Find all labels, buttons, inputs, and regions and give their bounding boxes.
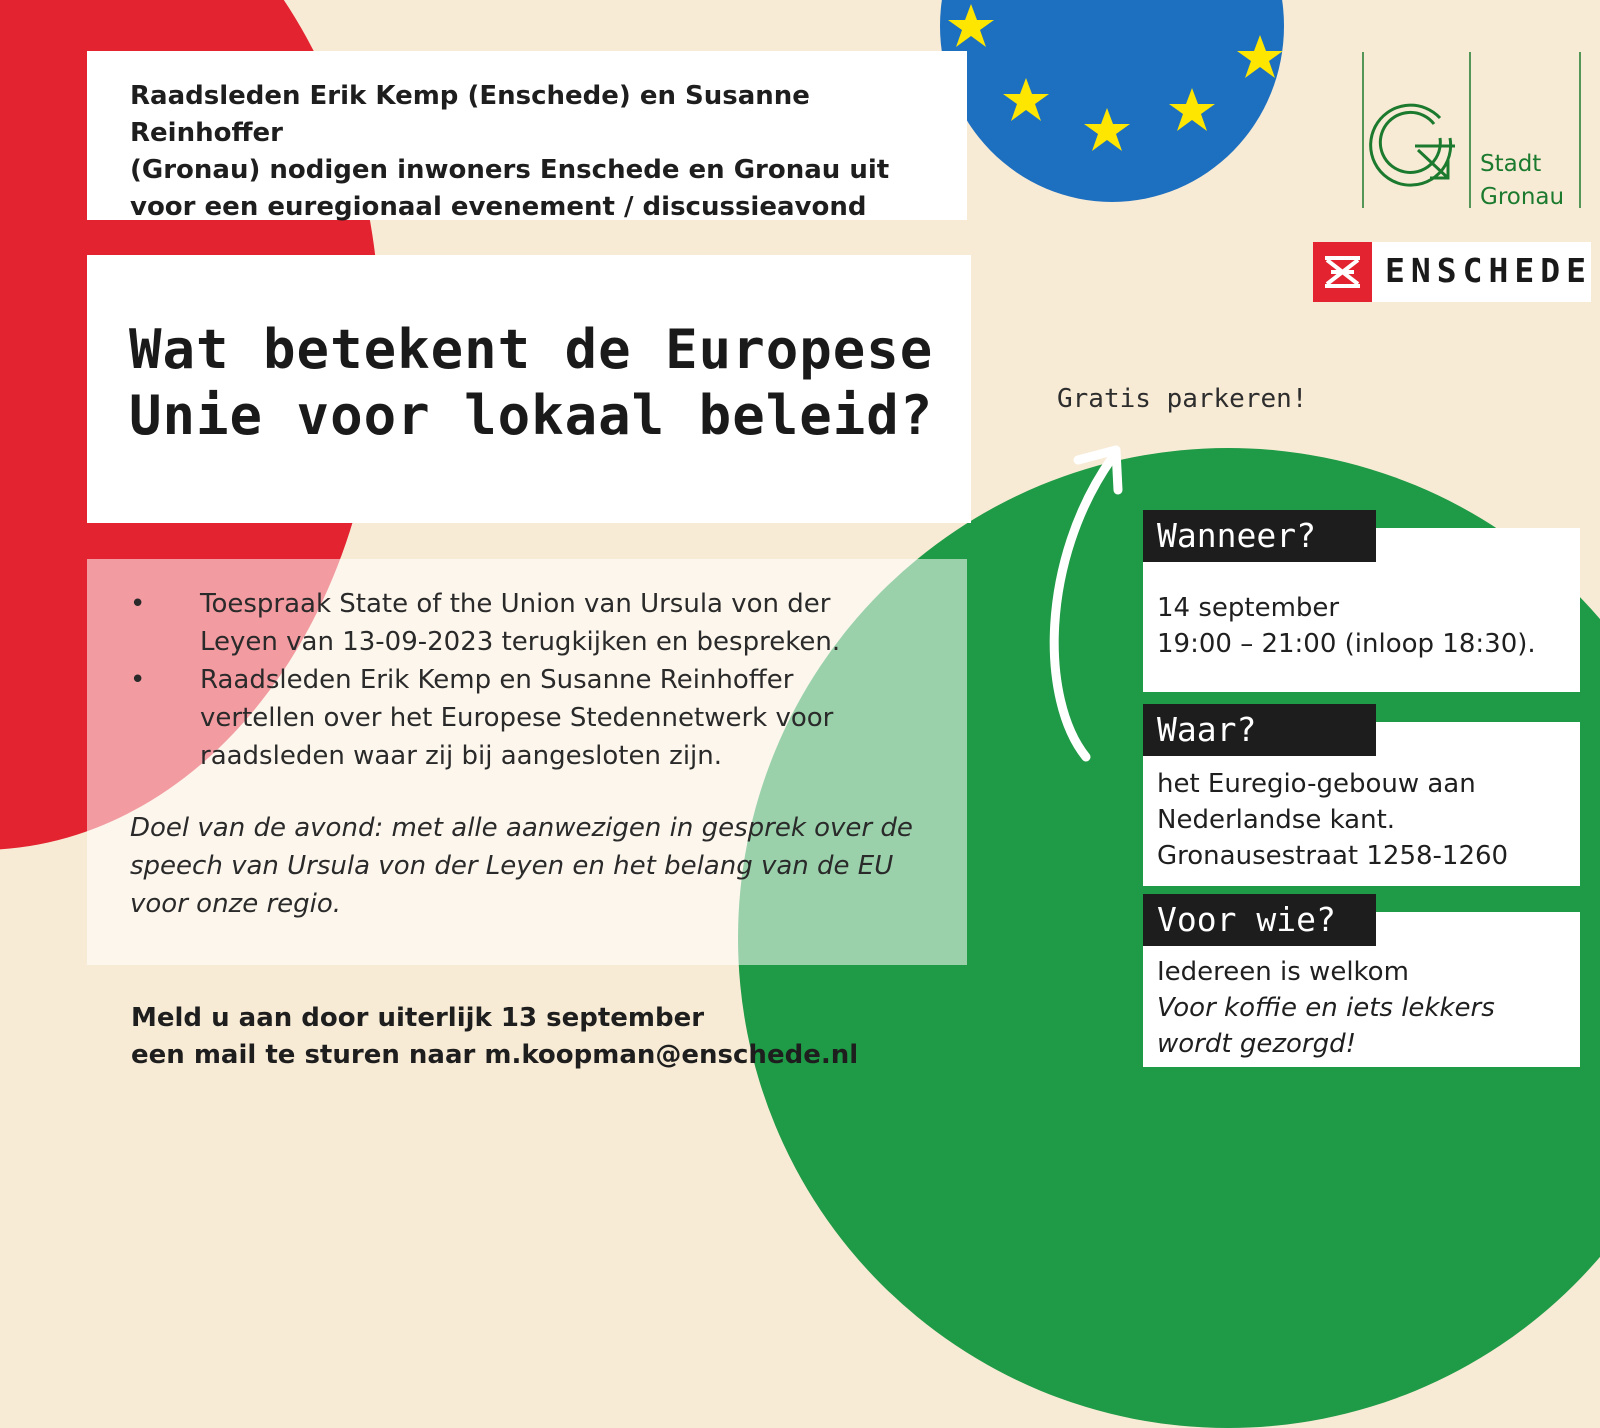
program-box — [87, 559, 967, 965]
list-item — [130, 585, 890, 661]
registration-line: Meld u aan door uiterlijk 13 september — [131, 1003, 705, 1033]
star-icon — [1084, 108, 1130, 151]
registration-text — [131, 1000, 891, 1074]
curved-arrow-icon — [1020, 440, 1130, 770]
list-item-text: Raadsleden Erik Kemp en Susanne Reinhoffer vertellen over het Europese Stedennetwerk voor raadsleden waar zij bij aangesloten zijn. — [200, 665, 834, 771]
gronau-logo-line: Stadt — [1480, 151, 1542, 177]
where-address: Gronausestraat 1258-1260 — [1157, 841, 1509, 871]
star-icon — [1169, 88, 1215, 131]
intro-line: voor een euregionaal evenement / discussieavond — [130, 192, 867, 222]
title-line: Unie voor lokaal beleid? — [129, 384, 934, 447]
who-line: wordt gezorgd! — [1157, 1029, 1356, 1059]
star-icon — [1237, 35, 1283, 78]
parking-note: Gratis parkeren! — [1057, 384, 1308, 414]
intro-line: (Gronau) nodigen inwoners Enschede en Gronau uit — [130, 155, 890, 185]
list-item-text: Toespraak State of the Union van Ursula von der Leyen van 13-09-2023 terugkijken en bespreken. — [200, 589, 841, 657]
where-line: Nederlandse kant. — [1157, 805, 1396, 835]
who-label: Voor wie? — [1143, 894, 1376, 946]
eu-stars — [940, 0, 1284, 202]
registration-line[interactable]: een mail te sturen naar m.koopman@enschede.nl — [131, 1040, 859, 1070]
who-line: Voor koffie en iets lekkers — [1157, 993, 1495, 1023]
eu-flag-circle — [940, 0, 1284, 202]
when-date: 14 september — [1157, 593, 1340, 623]
star-icon — [948, 4, 994, 47]
intro-box — [87, 51, 967, 220]
who-line: Iedereen is welkom — [1157, 957, 1409, 987]
where-line: het Euregio-gebouw aan — [1157, 769, 1476, 799]
enschede-emblem-icon — [1313, 242, 1372, 302]
when-time: 19:00 – 21:00 (inloop 18:30). — [1157, 629, 1536, 659]
enschede-logo — [1313, 242, 1591, 302]
intro-line: Raadsleden Erik Kemp (Enschede) en Susanne Reinhoffer — [130, 81, 810, 148]
title-box — [87, 255, 971, 523]
goal-text: Doel van de avond: met alle aanwezigen in gesprek over de speech van Ursula von der Leyen en het belang van de EU voor onze regio. — [130, 813, 913, 919]
gronau-logo-line: Gronau — [1480, 184, 1565, 210]
title-line: Wat betekent de Europese — [129, 318, 934, 381]
where-label: Waar? — [1143, 704, 1376, 756]
list-item — [130, 661, 890, 775]
bullet-icon: • — [130, 589, 146, 619]
bullet-icon: • — [130, 665, 146, 695]
star-icon — [1003, 78, 1049, 121]
when-label: Wanneer? — [1143, 510, 1376, 562]
gronau-logo-text — [1480, 148, 1564, 214]
page-title — [129, 317, 971, 449]
enschede-logo-text: ENSCHEDE — [1385, 251, 1592, 290]
program-list — [130, 585, 890, 775]
